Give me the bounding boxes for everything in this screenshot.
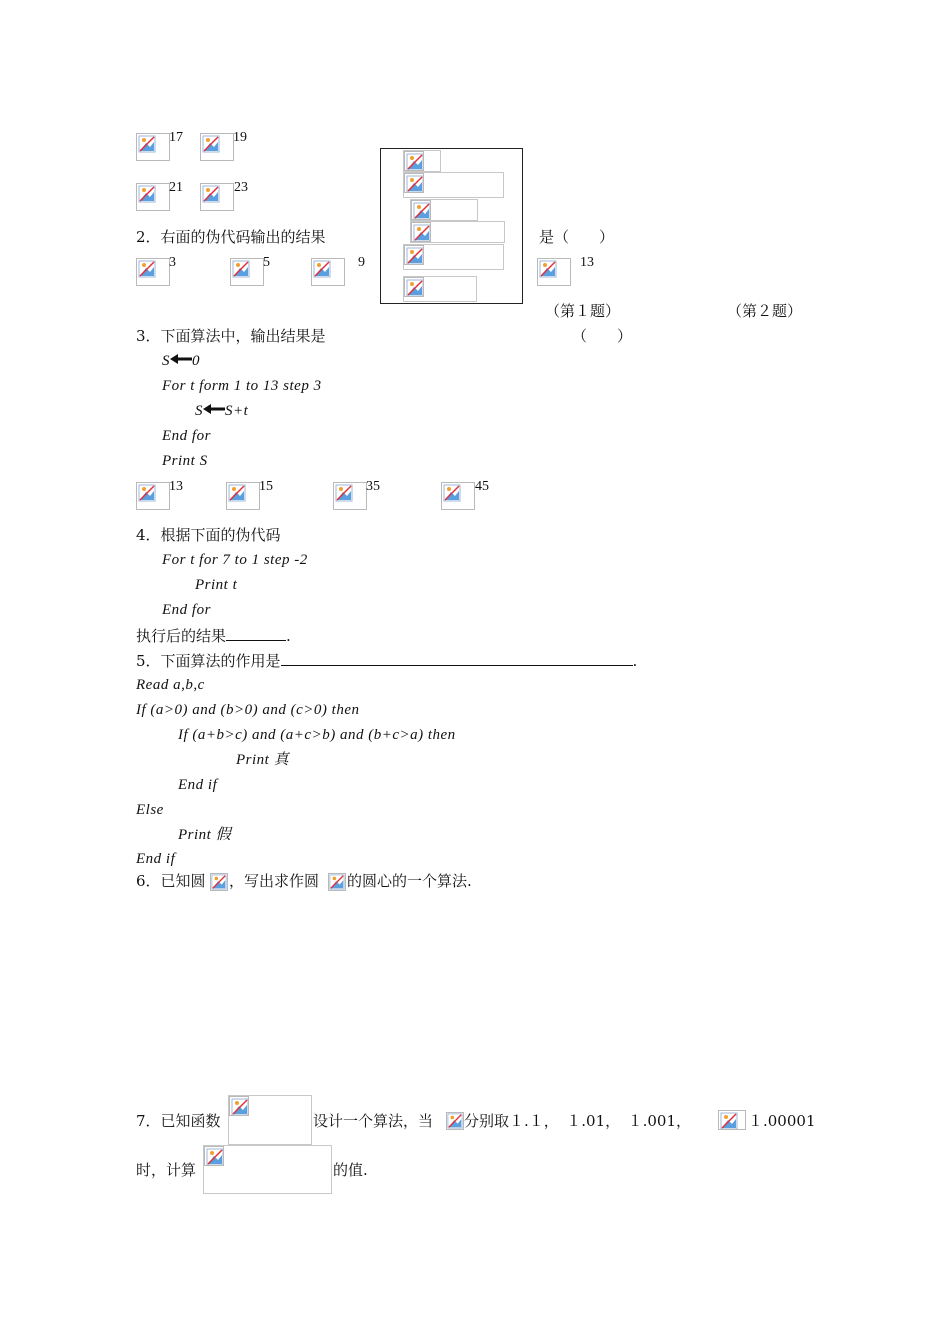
q2-option-c: 9 [358, 255, 365, 270]
broken-image-icon [446, 1112, 464, 1130]
q1-option-c: 21 [169, 180, 183, 195]
broken-image-icon [204, 1146, 224, 1166]
q3-option-d: 45 [475, 479, 489, 494]
q5-code-line-4: Print 真 [236, 752, 290, 768]
broken-image-icon [333, 482, 367, 510]
q5-code-line-2: If (a>0) and (b>0) and (c>0) then [136, 702, 360, 718]
answer-blank [281, 651, 633, 666]
q2-stem: 2．右面的伪代码输出的结果 [136, 228, 326, 246]
broken-image-icon [136, 482, 170, 510]
q6-part3: 的圆心的一个算法. [347, 872, 472, 890]
q5-stem: 5．下面算法的作用是 [136, 652, 281, 670]
q3-code-line-1 [162, 352, 200, 370]
broken-image-icon [328, 873, 346, 891]
code-var: S [162, 353, 170, 369]
code-var: S [195, 403, 203, 419]
code-value: S+t [225, 403, 249, 419]
q4-code-line-3: End for [162, 602, 211, 618]
broken-image-icon [210, 873, 228, 891]
broken-image-icon [200, 183, 234, 211]
assign-arrow-icon [203, 404, 225, 414]
q3-bracket: （ ） [572, 327, 633, 345]
broken-image-icon [404, 245, 424, 265]
q7-part3: 分别取１.１， １.01， １.001， [464, 1112, 692, 1130]
q4-stem: 4．根据下面的伪代码 [136, 526, 281, 544]
q5-code-line-3: If (a+b>c) and (a+c>b) and (b+c>a) then [178, 727, 456, 743]
q2-option-b: 5 [263, 255, 270, 270]
q5-stem-end: . [632, 652, 638, 670]
q7-part4: １.00001 [748, 1112, 816, 1130]
broken-image-icon [404, 277, 424, 297]
broken-image-icon [404, 151, 424, 171]
q7-part1: 7．已知函数 [136, 1112, 221, 1130]
q5-code-line-1: Read a,b,c [136, 677, 205, 693]
q3-option-c: 35 [366, 479, 380, 494]
q3-code-line-2: For t form 1 to 13 step 3 [162, 378, 322, 394]
q5-stem-line [136, 651, 637, 670]
q4-result-line [136, 626, 291, 645]
q1-option-a: 17 [169, 130, 183, 145]
assign-arrow-icon [170, 354, 192, 364]
broken-image-icon [411, 222, 431, 242]
answer-blank [226, 626, 286, 641]
broken-image-icon [200, 133, 234, 161]
q5-code-line-6: Else [136, 802, 164, 818]
q2-caption: （第２题） [727, 302, 803, 320]
q2-stem-tail: 是（ ） [539, 228, 615, 246]
q7-line2-part1: 时，计算 [136, 1161, 197, 1179]
q4-result-label: 执行后的结果 [136, 627, 227, 645]
broken-image-icon [718, 1110, 746, 1130]
q3-option-a: 13 [169, 479, 183, 494]
broken-image-icon [441, 482, 475, 510]
q4-code-line-1: For t for 7 to 1 step -2 [162, 552, 308, 568]
broken-image-icon [537, 258, 571, 286]
q6-part1: 6．已知圆 [136, 872, 206, 890]
q1-option-b: 19 [233, 130, 247, 145]
broken-image-icon [311, 258, 345, 286]
q7-part2: 设计一个算法，当 [313, 1112, 434, 1130]
broken-image-icon [230, 258, 264, 286]
broken-image-icon [226, 482, 260, 510]
q5-code-line-8: End if [136, 851, 176, 867]
q3-code-line-3 [195, 402, 248, 420]
q3-code-line-4: End for [162, 428, 211, 444]
q3-stem: 3．下面算法中，输出结果是 [136, 327, 326, 345]
q1-caption: （第１题） [545, 302, 621, 320]
broken-image-icon [136, 183, 170, 211]
q4-code-line-2: Print t [195, 577, 238, 593]
q2-option-a: 3 [169, 255, 176, 270]
q2-option-d: 13 [580, 255, 594, 270]
broken-image-icon [404, 173, 424, 193]
q3-code-line-5: Print S [162, 453, 208, 469]
q5-code-line-5: End if [178, 777, 218, 793]
broken-image-icon [136, 258, 170, 286]
broken-image-icon [136, 133, 170, 161]
broken-image-icon [229, 1096, 249, 1116]
q6-part2: ，写出求作圆 [229, 872, 320, 890]
q4-result-end: . [286, 627, 291, 645]
q5-code-line-7: Print 假 [178, 827, 232, 843]
q3-option-b: 15 [259, 479, 273, 494]
q1-option-d: 23 [234, 180, 248, 195]
code-value: 0 [192, 353, 200, 369]
broken-image-icon [411, 200, 431, 220]
q7-line2-part2: 的值. [333, 1161, 368, 1179]
